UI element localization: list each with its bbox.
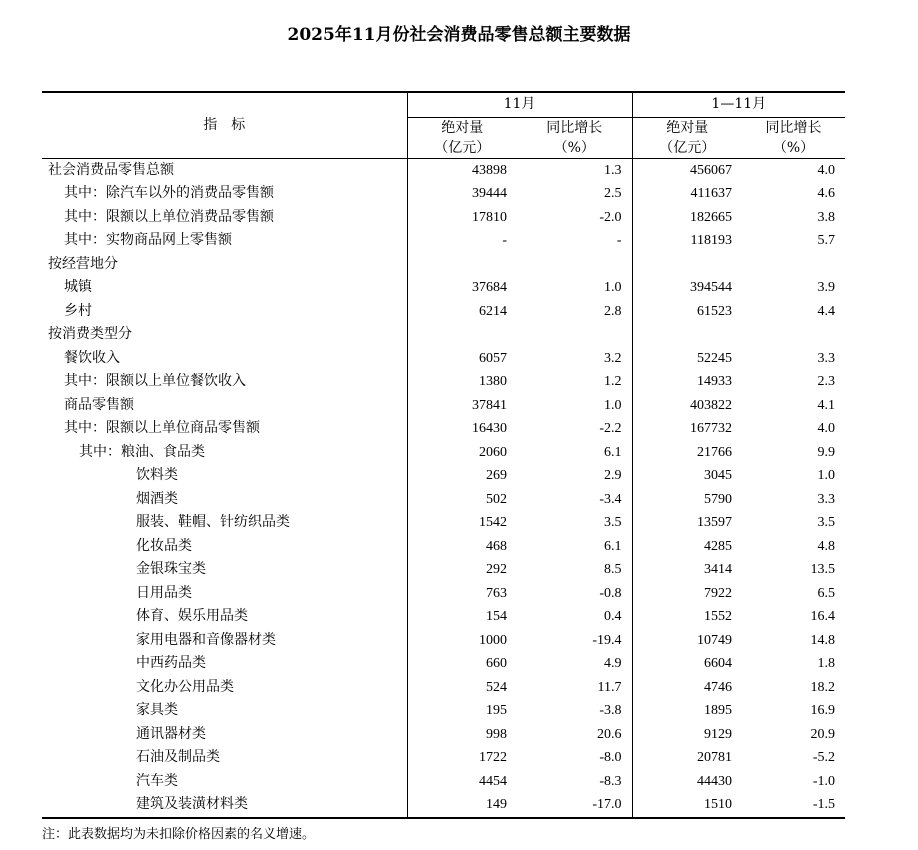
row-label: 化妆品类 bbox=[42, 535, 407, 559]
row-label: 家用电器和音像器材类 bbox=[42, 629, 407, 653]
ytd-growth-value: 4.0 bbox=[817, 421, 836, 436]
ytd-abs-value: 44430 bbox=[632, 770, 742, 794]
row-label: 石油及制品类 bbox=[42, 746, 407, 770]
ytd-growth-value: 13.5 bbox=[810, 562, 836, 577]
ytd-abs-value: 6604 bbox=[632, 652, 742, 676]
table-row bbox=[42, 394, 845, 418]
ytd-abs-value: 411637 bbox=[632, 182, 742, 206]
ytd-growth-value bbox=[742, 253, 845, 277]
ytd-growth-unit: （%） bbox=[772, 139, 815, 156]
ytd-abs-value: 403822 bbox=[632, 394, 742, 418]
month-group-header: 11月 bbox=[407, 92, 632, 117]
row-label: 通讯器材类 bbox=[42, 723, 407, 747]
row-label: 按经营地分 bbox=[42, 253, 407, 277]
table-row bbox=[42, 723, 845, 747]
ytd-growth-value: 20.9 bbox=[810, 726, 836, 742]
month-abs-value: 502 bbox=[486, 491, 507, 507]
month-growth-value: -2.2 bbox=[599, 421, 622, 436]
ytd-abs-value: 4285 bbox=[632, 535, 742, 559]
row-label: 城镇 bbox=[42, 276, 407, 300]
row-label: 其中：限额以上单位消费品零售额 bbox=[42, 206, 407, 230]
ytd-growth-value: 3.3 bbox=[817, 350, 836, 366]
month-abs-unit: （亿元） bbox=[434, 139, 491, 156]
table-row bbox=[42, 793, 845, 818]
month-abs-value bbox=[407, 323, 517, 347]
ytd-abs-value: 13597 bbox=[632, 511, 742, 535]
table-row bbox=[42, 370, 845, 394]
ytd-abs-value: 5790 bbox=[632, 488, 742, 512]
ytd-abs-value: 3045 bbox=[632, 464, 742, 488]
table-row bbox=[42, 206, 845, 230]
month-growth-value: 1.0 bbox=[604, 397, 622, 413]
row-label: 日用品类 bbox=[42, 582, 407, 606]
month-growth-value: 3.5 bbox=[604, 515, 622, 530]
month-abs-value: 17810 bbox=[472, 209, 507, 225]
month-growth-value: 2.9 bbox=[604, 468, 622, 483]
month-growth-value: -8.3 bbox=[599, 773, 622, 789]
month-growth-value bbox=[517, 323, 632, 347]
month-growth-unit: （%） bbox=[553, 139, 595, 156]
month-abs-value: 149 bbox=[407, 793, 517, 818]
table-row bbox=[42, 652, 845, 676]
row-label: 商品零售额 bbox=[42, 394, 407, 418]
month-abs-value: 1722 bbox=[479, 750, 507, 765]
month-growth-value: 0.4 bbox=[604, 609, 622, 624]
indicator-header: 指 标 bbox=[42, 92, 407, 158]
month-abs-value: 763 bbox=[486, 585, 507, 601]
month-growth-value: 11.7 bbox=[597, 679, 622, 695]
month-abs-value: 195 bbox=[486, 703, 507, 718]
month-abs-value: 660 bbox=[486, 656, 507, 671]
table-row bbox=[42, 276, 845, 300]
ytd-abs-value: 4746 bbox=[632, 676, 742, 700]
month-abs-value: 43898 bbox=[407, 158, 517, 182]
month-growth-value: -2.0 bbox=[599, 209, 622, 225]
month-growth-header: 同比增长 bbox=[546, 119, 603, 136]
month-abs-value: - bbox=[502, 233, 507, 248]
month-abs-value: 292 bbox=[486, 562, 507, 577]
ytd-abs-value: 182665 bbox=[632, 206, 742, 230]
month-growth-value: -0.8 bbox=[599, 585, 622, 601]
table-row bbox=[42, 629, 845, 653]
ytd-abs-value: 1510 bbox=[632, 793, 742, 818]
row-label: 建筑及装潢材料类 bbox=[42, 793, 407, 818]
row-label: 其中：限额以上单位餐饮收入 bbox=[42, 370, 407, 394]
month-abs-value: 39444 bbox=[472, 186, 507, 201]
ytd-growth-value: 3.8 bbox=[817, 209, 836, 225]
ytd-growth-value: 3.9 bbox=[817, 280, 836, 295]
ytd-growth-value: 5.7 bbox=[817, 233, 836, 248]
month-growth-value: 3.2 bbox=[604, 350, 622, 366]
ytd-abs-value: 1895 bbox=[632, 699, 742, 723]
month-abs-value bbox=[407, 253, 517, 277]
month-abs-value: 269 bbox=[486, 468, 507, 483]
table-row bbox=[42, 441, 845, 465]
ytd-growth-value: -1.0 bbox=[812, 773, 836, 789]
ytd-abs-value bbox=[632, 253, 742, 277]
ytd-abs-value: 167732 bbox=[632, 417, 742, 441]
ytd-abs-value: 9129 bbox=[632, 723, 742, 747]
month-abs-value: 1380 bbox=[479, 374, 507, 389]
month-growth-value: -17.0 bbox=[517, 793, 632, 818]
row-label: 按消费类型分 bbox=[42, 323, 407, 347]
table-row bbox=[42, 676, 845, 700]
ytd-growth-value: 4.8 bbox=[817, 538, 836, 554]
ytd-abs-value: 21766 bbox=[632, 441, 742, 465]
ytd-growth-value bbox=[742, 323, 845, 347]
month-abs-value: 524 bbox=[486, 679, 507, 695]
ytd-growth-value: 16.4 bbox=[810, 609, 836, 624]
month-abs-value: 154 bbox=[486, 609, 507, 624]
ytd-growth-value: 16.9 bbox=[810, 703, 836, 718]
ytd-abs-value: 52245 bbox=[632, 347, 742, 371]
table-row bbox=[42, 746, 845, 770]
ytd-abs-header: 绝对量 bbox=[632, 117, 742, 138]
table-row bbox=[42, 182, 845, 206]
ytd-group-header: 1—11月 bbox=[632, 92, 845, 117]
month-growth-value: 6.1 bbox=[604, 444, 622, 460]
month-growth-value: 2.8 bbox=[604, 303, 622, 319]
ytd-abs-value: 10749 bbox=[632, 629, 742, 653]
row-label: 乡村 bbox=[42, 300, 407, 324]
row-label: 餐饮收入 bbox=[42, 347, 407, 371]
month-growth-value: 1.0 bbox=[604, 280, 622, 295]
ytd-growth-value: -1.5 bbox=[742, 793, 845, 818]
table-body bbox=[42, 158, 845, 818]
row-label: 文化办公用品类 bbox=[42, 676, 407, 700]
row-label: 金银珠宝类 bbox=[42, 558, 407, 582]
row-label: 中西药品类 bbox=[42, 652, 407, 676]
table-row bbox=[42, 464, 845, 488]
table-row bbox=[42, 582, 845, 606]
month-abs-value: 4454 bbox=[479, 773, 507, 789]
row-label: 烟酒类 bbox=[42, 488, 407, 512]
month-abs-header: 绝对量 bbox=[441, 119, 484, 136]
table-row bbox=[42, 417, 845, 441]
row-label: 服装、鞋帽、针纺织品类 bbox=[42, 511, 407, 535]
table-row bbox=[42, 347, 845, 371]
ytd-abs-value: 61523 bbox=[632, 300, 742, 324]
row-label: 其中：粮油、食品类 bbox=[42, 441, 407, 465]
ytd-growth-value: 3.3 bbox=[817, 491, 836, 507]
month-growth-value: -19.4 bbox=[592, 632, 622, 648]
month-growth-value: -3.8 bbox=[599, 703, 622, 718]
ytd-growth-value: 18.2 bbox=[810, 679, 836, 695]
footnote: 注：此表数据均为未扣除价格因素的名义增速。 bbox=[42, 827, 316, 842]
table-row bbox=[42, 488, 845, 512]
table-row bbox=[42, 511, 845, 535]
month-abs-value: 6057 bbox=[479, 350, 507, 366]
ytd-abs-value: 118193 bbox=[632, 229, 742, 253]
ytd-abs-unit: （亿元） bbox=[632, 138, 742, 159]
ytd-growth-value: 9.9 bbox=[817, 444, 836, 460]
month-abs-value: 1000 bbox=[479, 632, 507, 648]
row-label: 汽车类 bbox=[42, 770, 407, 794]
month-growth-value: 20.6 bbox=[597, 726, 622, 742]
ytd-growth-value: 4.4 bbox=[817, 303, 836, 319]
ytd-growth-value: 4.1 bbox=[817, 397, 836, 413]
month-growth-value: 6.1 bbox=[604, 538, 622, 554]
ytd-abs-value: 1552 bbox=[632, 605, 742, 629]
row-label: 家具类 bbox=[42, 699, 407, 723]
month-growth-value: 2.5 bbox=[604, 186, 622, 201]
month-growth-value: 1.3 bbox=[517, 158, 632, 182]
row-label: 其中：除汽车以外的消费品零售额 bbox=[42, 182, 407, 206]
ytd-growth-value: -5.2 bbox=[812, 750, 836, 765]
ytd-abs-value: 456067 bbox=[632, 158, 742, 182]
table-row bbox=[42, 253, 845, 277]
table-row bbox=[42, 535, 845, 559]
table-row bbox=[42, 558, 845, 582]
table-row bbox=[42, 323, 845, 347]
month-abs-value: 37684 bbox=[472, 280, 507, 295]
month-growth-value: 8.5 bbox=[604, 562, 622, 577]
month-abs-value: 998 bbox=[486, 726, 507, 742]
table-row bbox=[42, 158, 845, 182]
table-row bbox=[42, 300, 845, 324]
row-label: 其中：实物商品网上零售额 bbox=[42, 229, 407, 253]
table-row bbox=[42, 770, 845, 794]
table-row bbox=[42, 605, 845, 629]
month-growth-value: -8.0 bbox=[599, 750, 622, 765]
row-label: 饮料类 bbox=[42, 464, 407, 488]
ytd-growth-value: 14.8 bbox=[810, 632, 836, 648]
table-row bbox=[42, 229, 845, 253]
ytd-growth-value: 4.0 bbox=[742, 158, 845, 182]
row-label: 社会消费品零售总额 bbox=[42, 158, 407, 182]
month-abs-value: 468 bbox=[486, 538, 507, 554]
ytd-abs-value: 14933 bbox=[632, 370, 742, 394]
ytd-growth-value: 1.8 bbox=[817, 656, 836, 671]
ytd-abs-value bbox=[632, 323, 742, 347]
retail-data-table bbox=[42, 91, 845, 819]
row-label: 体育、娱乐用品类 bbox=[42, 605, 407, 629]
ytd-growth-value: 1.0 bbox=[817, 468, 836, 483]
row-label: 其中：限额以上单位商品零售额 bbox=[42, 417, 407, 441]
ytd-growth-value: 3.5 bbox=[817, 515, 836, 530]
month-abs-value: 16430 bbox=[472, 421, 507, 436]
month-growth-value: -3.4 bbox=[599, 491, 622, 507]
ytd-growth-value: 4.6 bbox=[817, 186, 836, 201]
month-growth-value bbox=[517, 253, 632, 277]
month-abs-value: 1542 bbox=[479, 515, 507, 530]
month-growth-value: - bbox=[616, 233, 622, 248]
table-row bbox=[42, 699, 845, 723]
month-growth-value: 1.2 bbox=[604, 374, 622, 389]
ytd-abs-value: 20781 bbox=[632, 746, 742, 770]
ytd-growth-value: 6.5 bbox=[817, 585, 836, 601]
month-abs-value: 2060 bbox=[479, 444, 507, 460]
page-title: 2025年11月份社会消费品零售总额主要数据 bbox=[287, 25, 631, 45]
month-abs-value: 6214 bbox=[479, 303, 507, 319]
ytd-growth-header: 同比增长 bbox=[765, 119, 822, 136]
ytd-abs-value: 7922 bbox=[632, 582, 742, 606]
ytd-abs-value: 3414 bbox=[632, 558, 742, 582]
ytd-abs-value: 394544 bbox=[632, 276, 742, 300]
month-growth-value: 4.9 bbox=[604, 656, 622, 671]
month-abs-value: 37841 bbox=[472, 397, 507, 413]
ytd-growth-value: 2.3 bbox=[817, 374, 836, 389]
